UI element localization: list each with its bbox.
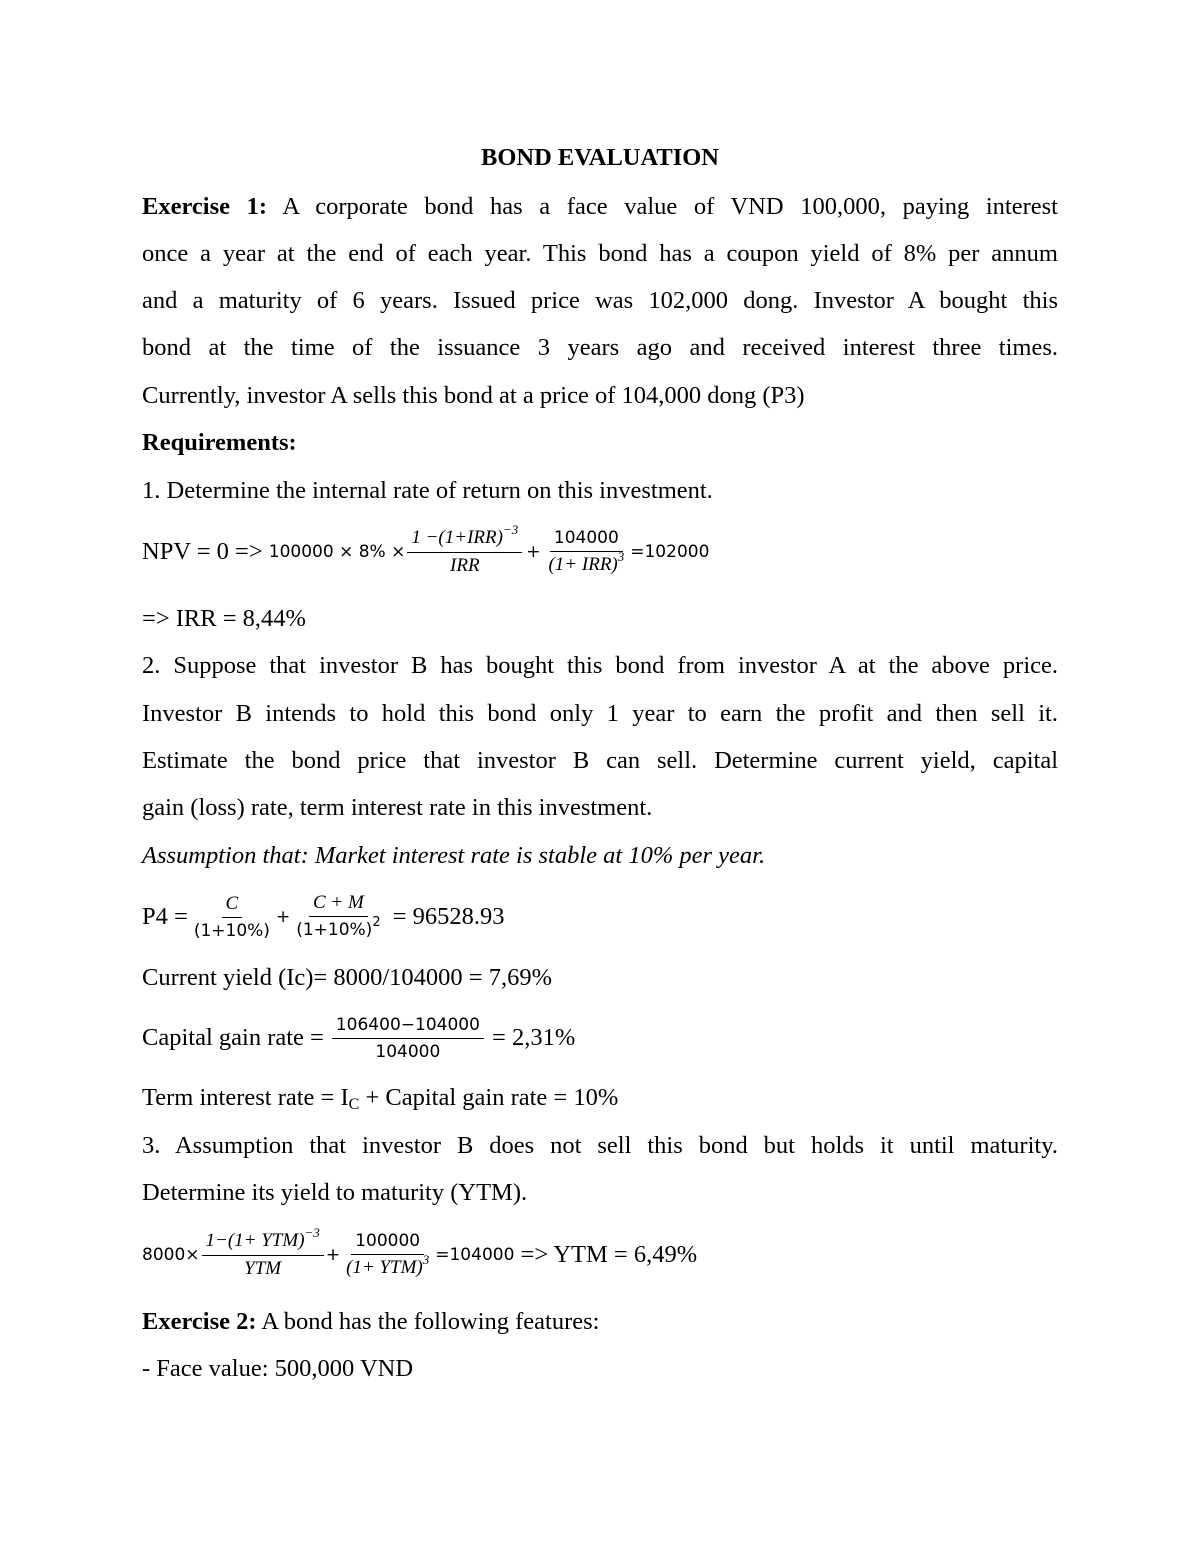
- p4-fraction-2: [292, 892, 384, 943]
- ytm-plus: +: [325, 1245, 341, 1265]
- exercise2-bullet-1: - Face value: 500,000 VND: [142, 1355, 414, 1382]
- npv-fraction-2: [544, 527, 628, 577]
- exercise2-label: Exercise 2:: [142, 1308, 257, 1335]
- term-rate-before: Term interest rate = I: [142, 1084, 349, 1111]
- ytm-fraction-1: [202, 1225, 324, 1280]
- exercise2-text: A bond has the following features:: [261, 1308, 600, 1335]
- p4-den1: (1+10%): [193, 920, 270, 941]
- term-rate-sub: C: [348, 1096, 360, 1113]
- exercise1-line-3: and a maturity of 6 years. Issued price was 102,000 dong. Investor A bought this: [142, 287, 1058, 314]
- capital-gain-equation: [142, 1008, 575, 1068]
- assumption-text: Assumption that: Market interest rate is stable at 10% per year.: [142, 842, 766, 869]
- capital-gain-result: = 2,31%: [492, 1024, 576, 1051]
- ytm-term1: 8000×: [142, 1245, 200, 1265]
- page-title: BOND EVALUATION: [480, 144, 719, 171]
- exercise1-line-4: bond at the time of the issuance 3 years ago and received interest three times.: [142, 334, 1058, 361]
- npv-equation: [142, 522, 709, 582]
- p4-num1: C: [222, 893, 243, 918]
- capital-gain-prefix: Capital gain rate =: [142, 1024, 324, 1051]
- current-yield: Current yield (Ic)= 8000/104000 = 7,69%: [142, 964, 553, 991]
- ytm-equation: [142, 1225, 697, 1285]
- exercise1-text-1: A corporate bond has a face value of VND 100,000, paying interest: [282, 193, 1058, 220]
- npv-plus: +: [526, 542, 541, 562]
- npv-exp1: −3: [502, 522, 519, 537]
- exercise2-line-1: [142, 1307, 1058, 1337]
- p4-result: = 96528.93: [392, 903, 505, 930]
- ytm-exp2: 3: [422, 1252, 430, 1267]
- p4-plus: +: [275, 907, 291, 927]
- p4-den2: (1+10%): [296, 919, 373, 940]
- capital-gain-num: 106400−104000: [332, 1014, 484, 1039]
- npv-fraction-1: [407, 522, 522, 577]
- question-3-line-2: Determine its yield to maturity (YTM).: [142, 1179, 528, 1206]
- ytm-exp1: −3: [304, 1225, 320, 1240]
- ytm-fraction-2: [342, 1230, 433, 1280]
- ytm-suffix: => YTM = 6,49%: [520, 1241, 698, 1268]
- ytm-den2: (1+ YTM): [346, 1257, 423, 1278]
- ytm-result: =104000: [435, 1245, 515, 1265]
- exercise1-label: Exercise 1:: [142, 193, 268, 220]
- npv-exp2: 3: [617, 549, 625, 564]
- irr-result: => IRR = 8,44%: [142, 605, 306, 632]
- ytm-den1: YTM: [244, 1258, 282, 1279]
- p4-prefix: P4 =: [142, 903, 188, 930]
- ytm-num2: 100000: [351, 1230, 424, 1255]
- question-2-line-3: Estimate the bond price that investor B can sell. Determine current yield, capital: [142, 747, 1058, 774]
- question-1: 1. Determine the internal rate of return on this investment.: [142, 477, 713, 504]
- npv-prefix: NPV = 0 =>: [142, 538, 263, 565]
- p4-fraction-1: [190, 893, 274, 942]
- capital-gain-fraction: [332, 1014, 484, 1063]
- question-3-line-1: 3. Assumption that investor B does not sell this bond but holds it until maturity.: [142, 1132, 1058, 1159]
- question-2-line-2: Investor B intends to hold this bond only 1 year to earn the profit and then sell it.: [142, 700, 1058, 727]
- p4-num2: C + M: [309, 892, 368, 917]
- capital-gain-den: 104000: [375, 1041, 441, 1062]
- npv-term1: 100000 × 8% ×: [268, 542, 406, 562]
- term-interest-rate: [142, 1083, 1058, 1116]
- question-2-line-4: gain (loss) rate, term interest rate in this investment.: [142, 794, 653, 821]
- ytm-num1: 1−(1+ YTM): [205, 1230, 305, 1251]
- term-rate-after: + Capital gain rate = 10%: [359, 1084, 619, 1111]
- exercise1-line-2: once a year at the end of each year. This bond has a coupon yield of 8% per annum: [142, 240, 1058, 267]
- npv-den1: IRR: [450, 555, 480, 576]
- npv-num1: 1 −(1+IRR): [411, 527, 503, 548]
- exercise1-line-5: Currently, investor A sells this bond at a price of 104,000 dong (P3): [142, 382, 805, 409]
- npv-result: =102000: [630, 542, 710, 562]
- question-2-line-1: 2. Suppose that investor B has bought this bond from investor A at the above price.: [142, 652, 1058, 679]
- requirements-heading: Requirements:: [142, 429, 297, 456]
- exercise1-line-1: [142, 192, 1058, 222]
- npv-den2: (1+ IRR): [548, 554, 618, 575]
- p4-exp2: 2: [372, 914, 381, 930]
- p4-equation: [142, 887, 505, 947]
- npv-num2: 104000: [550, 527, 623, 552]
